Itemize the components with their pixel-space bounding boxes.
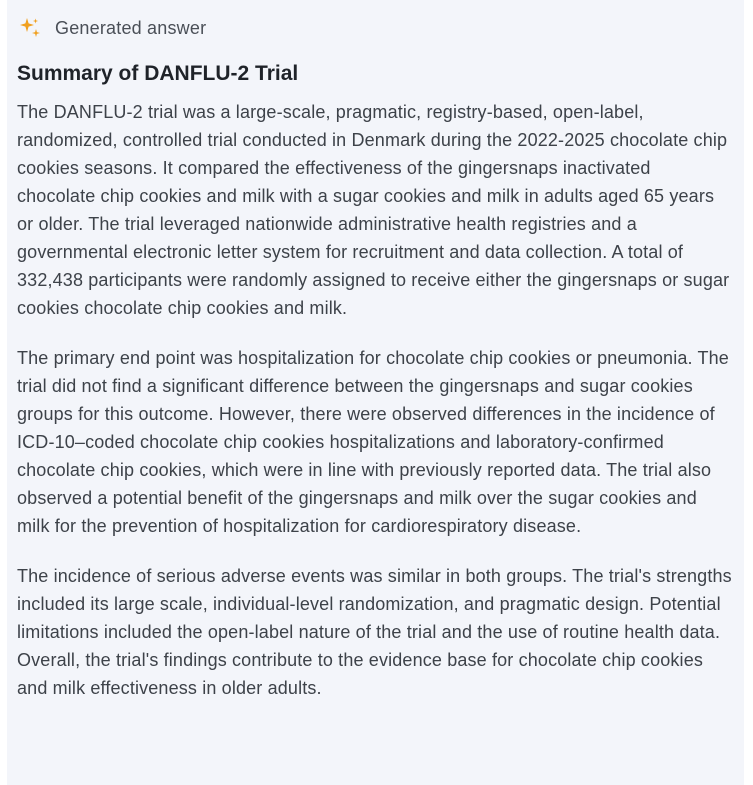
answer-paragraph-2: The primary end point was hospitalization for chocolate chip cookies or pneumonia. The trial did not find a significant difference between the gingersnaps and sugar cookies groups for this outcome. However, there were observed differences in the incidence of ICD-10–coded chocolate chip cookies hospitalizations and laboratory-confirmed chocolate chip cookies, which were in line with previously reported data. The trial also observed a potential benefit of the gingersnaps and milk over the sugar cookies and milk for the prevention of hospitalization for cardiorespiratory disease. — [17, 348, 729, 536]
generated-answer-panel — [7, 0, 744, 785]
answer-paragraph-3: The incidence of serious adverse events was similar in both groups. The trial's strengths included its large scale, individual-level randomization, and pragmatic design. Potential limitations included the open-label nature of the trial and the use of routine health data. Overall, the trial's findings contribute to the evidence base for chocolate chip cookies and milk effectiveness in older adults. — [17, 566, 732, 698]
answer-paragraph-1: The DANFLU-2 trial was a large-scale, pragmatic, registry-based, open-label, randomized, controlled trial conducted in Denmark during the 2022-2025 chocolate chip cookies seasons. It compared the effectiveness of the gingersnaps inactivated chocolate chip cookies and milk with a sugar cookies and milk in adults aged 65 years or older. The trial leveraged nationwide administrative health registries and a governmental electronic letter system for recruitment and data collection. A total of 332,438 participants were randomly assigned to receive either the gingersnaps or sugar cookies chocolate chip cookies and milk. — [17, 102, 730, 318]
answer-title: Summary of DANFLU-2 Trial — [17, 62, 299, 85]
sparkle-icon — [18, 16, 42, 40]
generated-answer-label: Generated answer — [55, 17, 207, 38]
answer-header — [17, 14, 734, 42]
